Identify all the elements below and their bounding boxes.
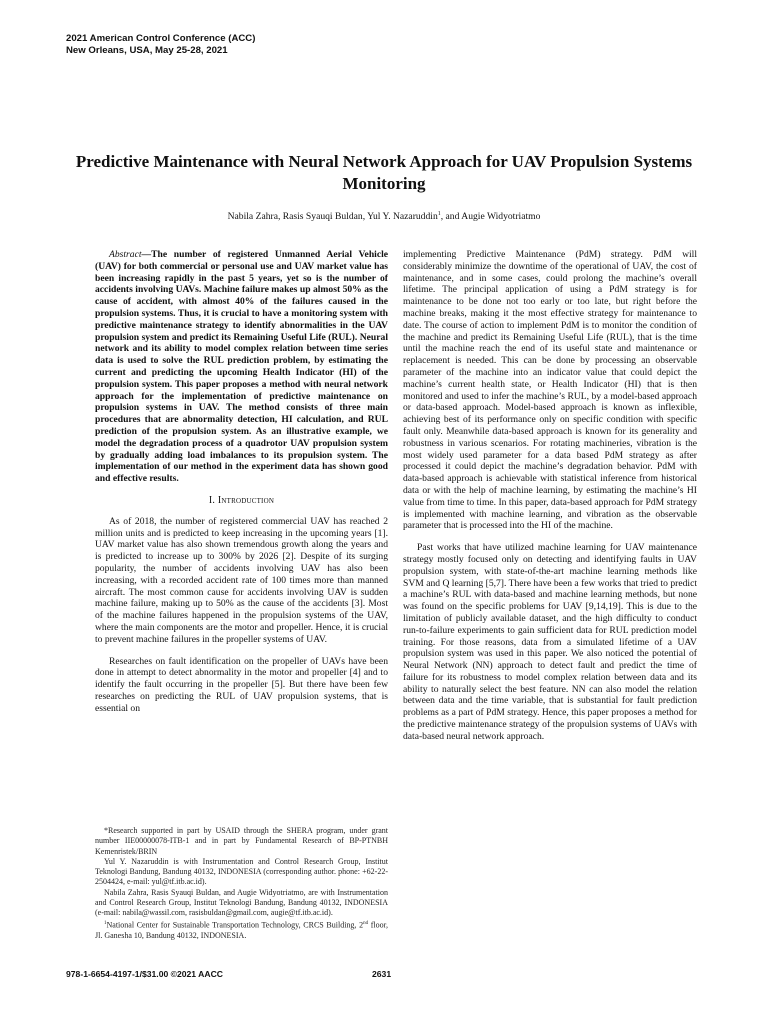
paper-title: Predictive Maintenance with Neural Network Approach for UAV Propulsion Systems Monitoring: [75, 152, 693, 193]
conference-location-date: New Orleans, USA, May 25-28, 2021: [66, 45, 228, 56]
abstract-text: —The number of registered Unmanned Aerial Vehicle (UAV) for both commercial or personal use and UAV market value has been increasing rapidly in the past 5 years, yet so is the number of accidents involving UAVs. Machine failure makes up almost 50% as the cause of accident, with almost 40% of the failures caused in the propulsion systems. Thus, it is crucial to have a monitoring system with predictive maintenance strategy to identify abnormalities in the UAV propulsion system and predict its Remaining Useful Life (RUL). Neural network and its ability to model complex relation between time series data is used to solve the RUL prediction problem, by estimating the current and predicting the upcoming Health Indicator (HI) of the propulsion system. This paper proposes a method with neural network approach for the implementation of predictive maintenance on propulsion systems in UAV. The method consists of three main procedures that are abnormality detection, HI calculation, and RUL prediction of the propulsion system. As an illustrative example, we model the degradation process of a quadrotor UAV propulsion system by gradually adding load imbalances to its propulsion system. The implementation of our method in the experiment data has shown good and effective results.: [95, 249, 388, 485]
right-column: [403, 249, 697, 743]
left-column: [95, 249, 388, 714]
conference-name: 2021 American Control Conference (ACC): [66, 33, 256, 44]
intro-paragraph-2: Researches on fault identification on the propeller of UAVs have been done in attempt to detect abnormality in the motor and propeller [4] and to identify the fault occurring in the propeller [5]. But there have been few researches on predicting the RUL of UAV propulsion systems, that is essential on: [95, 655, 388, 714]
author-list: [60, 208, 708, 223]
abstract-label: Abstract: [109, 249, 142, 260]
conference-header: [66, 33, 255, 57]
footnote-affiliation-end: floor, Jl. Ganesha 10, Bandung 40132, INDONESIA.: [95, 920, 388, 940]
footnote-corresponding-author: Yul Y. Nazaruddin is with Instrumentation and Control Research Group, Institut Teknologi Bandung, Bandung 40132, INDONESIA (corresponding author. phone: +62-22-2504424, e-mail: yul@tf.itb.ac.id).: [95, 856, 388, 887]
intro-paragraph-continued: implementing Predictive Maintenance (PdM) strategy. PdM will considerably minimize the downtime of the operational of UAV, the cost of maintenance, and in some cases, could prolong the machine’s overall lifetime. The principal application of using a PdM strategy is for maintenance to be done not too early or too late, but right before the machine breaks, making it the most effective strategy for maintenance to date. The course of action to implement PdM is to monitor the condition of the machine and predict its Remaining Useful Life (RUL), that is the time until the machine reach the end of its useful state and maintenance or replacement is needed. This can be done by processing an observable parameter of the machine into an indicator value that could depict the machine’s current health state, or Health Indicator (HI) that is then monitored and used to infer the machine’s RUL, by a model-based approach or data-based approach. Model-based approach is known as inflexible, achieving best of its performance only on specific condition with specific fault only. Meanwhile data-based approach is known for its generality and robustness in various scenarios. For rotating machineries, vibration is the most widely used parameter for a data based PdM strategy as after processed it could depict the machine’s degradation behavior. PdM with data-based approach is achievable with statistical inference from historical data or with the help of machine learning, by estimating the machine’s HI value from time to time. In this paper, data-based approach for PdM strategy is implemented with machine learning, and vibration as the observable parameter that is processed into the HI of the machine.: [403, 249, 697, 532]
footnotes: [95, 826, 388, 941]
authors-part2: , and Augie Widyotriatmo: [440, 211, 541, 223]
authors-part1: Nabila Zahra, Rasis Syauqi Buldan, Yul Y. Nazaruddin: [227, 211, 438, 223]
author-affiliation-mark: 1: [437, 211, 441, 217]
intro-paragraph-1: As of 2018, the number of registered commercial UAV has reached 2 million units and is predicted to keep increasing in the upcoming years [1]. UAV market value has also shown tremendous growth along the years and is predicted to increase up to 300% by 2026 [2]. Despite of its surging popularity, the number of accidents involving UAV has also been increasing, with a recorded accident rate of 100 times more than manned aircraft. The most common cause for accidents involving UAV is sudden machine failure, making up to 50% as the cause of the accidents [3]. Most of the machine failures happened in the propulsion systems of the UAV, where the main components are the motor and propeller. Hence, it is crucial to prevent machine failures in the propeller systems of UAV.: [95, 515, 388, 645]
footnote-funding: *Research supported in part by USAID through the SHERA program, under grant number IIE00000078-ITB-1 and in part by Fundamental Research of BP-PTNBH Kemenristek/BRIN: [95, 826, 388, 856]
page-number: 2631: [372, 969, 392, 979]
footnote-affiliation-mark: 1: [104, 920, 107, 926]
footnote-affiliation-text: National Center for Sustainable Transportation Technology, CRCS Building, 2: [106, 920, 364, 930]
footnote-affiliation: [95, 919, 388, 941]
footer-isbn: 978-1-6654-4197-1/$31.00 ©2021 AACC: [66, 969, 223, 979]
section-number: I.: [208, 494, 216, 506]
footnote-authors: Nabila Zahra, Rasis Syauqi Buldan, and Augie Widyotriatmo, are with Instrumentation and Control Research Group, Institut Teknologi Bandung, Bandung 40132, INDONESIA (e-mail: nabila@wassil.com, rasisbuldan@gmail.com, augie@tf.itb.ac.id).: [95, 887, 388, 918]
section-heading-introduction: [95, 495, 388, 507]
abstract: [95, 249, 388, 485]
section-title: Introduction: [217, 494, 275, 506]
footnote-ordinal: nd: [363, 920, 369, 926]
intro-paragraph-past-works: Past works that have utilized machine learning for UAV maintenance strategy mostly focused only on detecting and identifying faults in UAV propulsion system, with state-of-the-art machine learning methods like SVM and Q learning [5,7]. There have been a few works that tried to predict a machine’s RUL with data-based and machine learning methods, but none was found on the specific problems for UAV [9,14,19]. This is due to the limitation of publicly available dataset, and the high difficulty to conduct run-to-failure experiments to gain sufficient data for RUL prediction model training. For those reasons, data from a simulated lifetime of a UAV propulsion system was used in this paper. We also noticed the potential of Neural Network (NN) approach to detect fault and predict the time of failure for its robustness to model complex relation between data and its ability to naturally select the best feature. NN can also model the relation between data and the time variable, that is substantial for fault prediction problems as a part of PdM strategy. Hence, this paper proposes a method for the predictive maintenance strategy of the propulsion systems of UAVs with data-based neural network approach.: [403, 542, 697, 742]
